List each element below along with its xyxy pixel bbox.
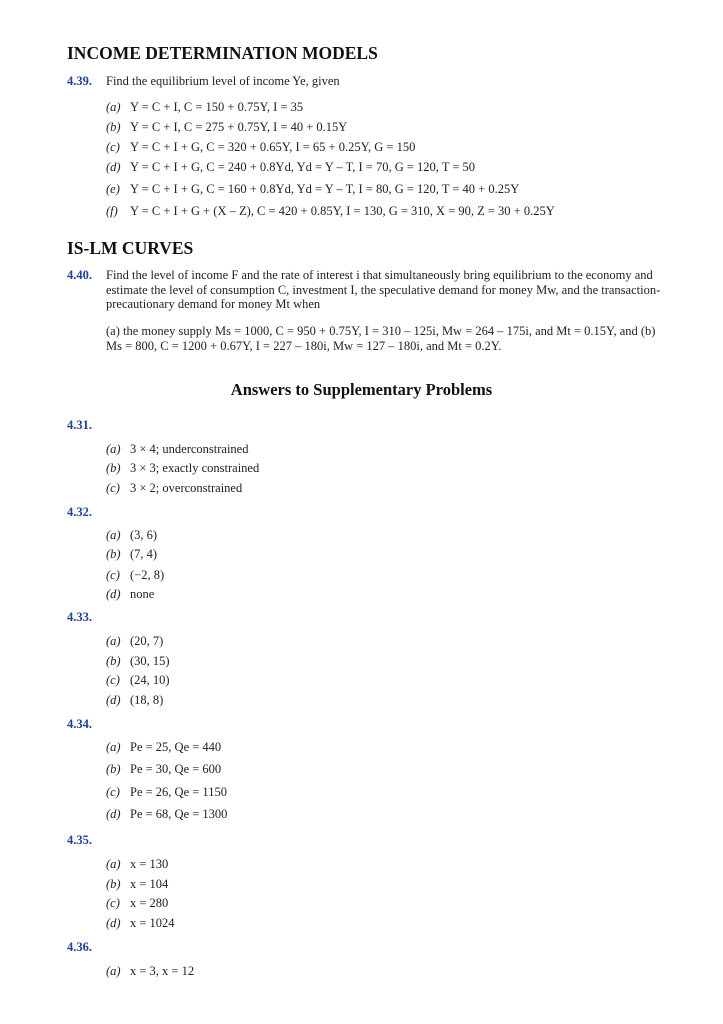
part-label: (e) [106,182,120,196]
answer-label: (d) [106,693,121,707]
answer-label: (b) [106,762,121,776]
answer-text: (3, 6) [130,528,158,542]
part-label: (b) [106,120,121,134]
part-label: (d) [106,160,121,174]
answer-row [106,634,163,649]
answer-row [106,673,170,688]
answer-number: 4.36. [67,940,92,954]
part-label: (c) [106,140,120,154]
answer-text: (20, 7) [130,634,164,648]
answer-row [106,528,157,543]
answer-label: (b) [106,547,121,561]
answer-label: (c) [106,785,120,799]
answer-row [106,442,248,457]
part-text: Y = C + I, C = 275 + 0.75Y, I = 40 + 0.15Y [130,120,348,134]
answer-row [106,693,163,708]
answer-label: (a) [106,442,121,456]
answer-text: (−2, 8) [130,568,165,582]
problem-number-4-39: 4.39. [67,74,92,88]
answer-number: 4.31. [67,418,92,432]
answer-row [106,916,175,931]
answer-row [106,568,164,583]
answer-label: (c) [106,481,120,495]
part-row [106,140,415,155]
answer-row [106,654,170,669]
part-label: (a) [106,100,121,114]
answer-text: Pe = 26, Qe = 1150 [130,785,227,799]
answer-label: (d) [106,807,121,821]
answer-label: (b) [106,877,121,891]
answer-label: (c) [106,673,120,687]
answer-text: x = 130 [130,857,169,871]
answer-row [106,587,154,602]
part-text: Y = C + I + G + (X – Z), C = 420 + 0.85Y, I = 130, G = 310, X = 90, Z = 30 + 0.25Y [130,204,555,218]
answer-text: none [130,587,155,601]
answer-label: (a) [106,740,121,754]
answer-label: (c) [106,896,120,910]
answer-row [106,896,168,911]
answers-heading: Answers to Supplementary Problems [230,380,493,399]
part-row [106,160,475,175]
answer-text: x = 1024 [130,916,175,930]
answer-label: (d) [106,587,121,601]
answer-number: 4.34. [67,717,92,731]
answer-text: Pe = 30, Qe = 600 [130,762,222,776]
part-text: Y = C + I + G, C = 240 + 0.8Yd, Yd = Y – T, I = 70, G = 120, T = 50 [130,160,476,174]
answer-row [106,740,221,755]
answer-text: 3 × 4; underconstrained [130,442,249,456]
answer-row [106,481,242,496]
answer-row [106,461,259,476]
answer-text: 3 × 3; exactly constrained [130,461,260,475]
answer-text: (18, 8) [130,693,164,707]
part-label: (f) [106,204,118,218]
part-text: Y = C + I + G, C = 320 + 0.65Y, I = 65 + 0.25Y, G = 150 [130,140,416,154]
answer-row [106,547,157,562]
part-text: Y = C + I + G, C = 160 + 0.8Yd, Yd = Y – T, I = 80, G = 120, T = 40 + 0.25Y [130,182,520,196]
part-row [106,100,303,115]
answer-text: (7, 4) [130,547,158,561]
answer-text: x = 3, x = 12 [130,964,195,978]
answer-label: (b) [106,461,121,475]
part-row [106,120,347,135]
answer-row [106,877,168,892]
section-heading-islm: IS-LM CURVES [67,238,194,258]
problem-prompt-4-40: Find the level of income F and the rate of interest i that simultaneously bring equilibrium to the economy and estimate the level of consumption C, investment I, the speculative demand for money Mw, and the transaction-precautionary demand for money Mt when [106,268,661,312]
answer-text: Pe = 25, Qe = 440 [130,740,222,754]
answer-number: 4.32. [67,505,92,519]
part-row [106,204,555,219]
problem-given-4-40: (a) the money supply Ms = 1000, C = 950 + 0.75Y, I = 310 – 125i, Mw = 264 – 175i, and Mt = 0.15Y, and (b) Ms = 800, C = 1200 + 0.67Y, I = 227 – 180i, Mw = 127 – 180i, and Mt = 0.2Y. [106,324,656,353]
part-row [106,182,519,197]
answer-number: 4.35. [67,833,92,847]
answer-text: x = 104 [130,877,169,891]
answer-row [106,964,194,979]
answer-row [106,857,168,872]
answer-label: (a) [106,964,121,978]
answer-label: (c) [106,568,120,582]
answer-text: Pe = 68, Qe = 1300 [130,807,228,821]
answer-number: 4.33. [67,610,92,624]
answer-label: (a) [106,857,121,871]
answer-text: x = 280 [130,896,169,910]
answer-label: (b) [106,654,121,668]
part-text: Y = C + I, C = 150 + 0.75Y, I = 35 [130,100,304,114]
problem-number-4-40: 4.40. [67,268,92,282]
problem-prompt-4-39: Find the equilibrium level of income Ye, given [106,74,340,88]
answer-text: (24, 10) [130,673,170,687]
answer-label: (d) [106,916,121,930]
answer-label: (a) [106,528,121,542]
answer-row [106,762,221,777]
answer-row [106,807,227,822]
answer-label: (a) [106,634,121,648]
answer-row [106,785,227,800]
answer-text: 3 × 2; overconstrained [130,481,243,495]
answer-text: (30, 15) [130,654,170,668]
section-heading-income: INCOME DETERMINATION MODELS [67,43,378,63]
